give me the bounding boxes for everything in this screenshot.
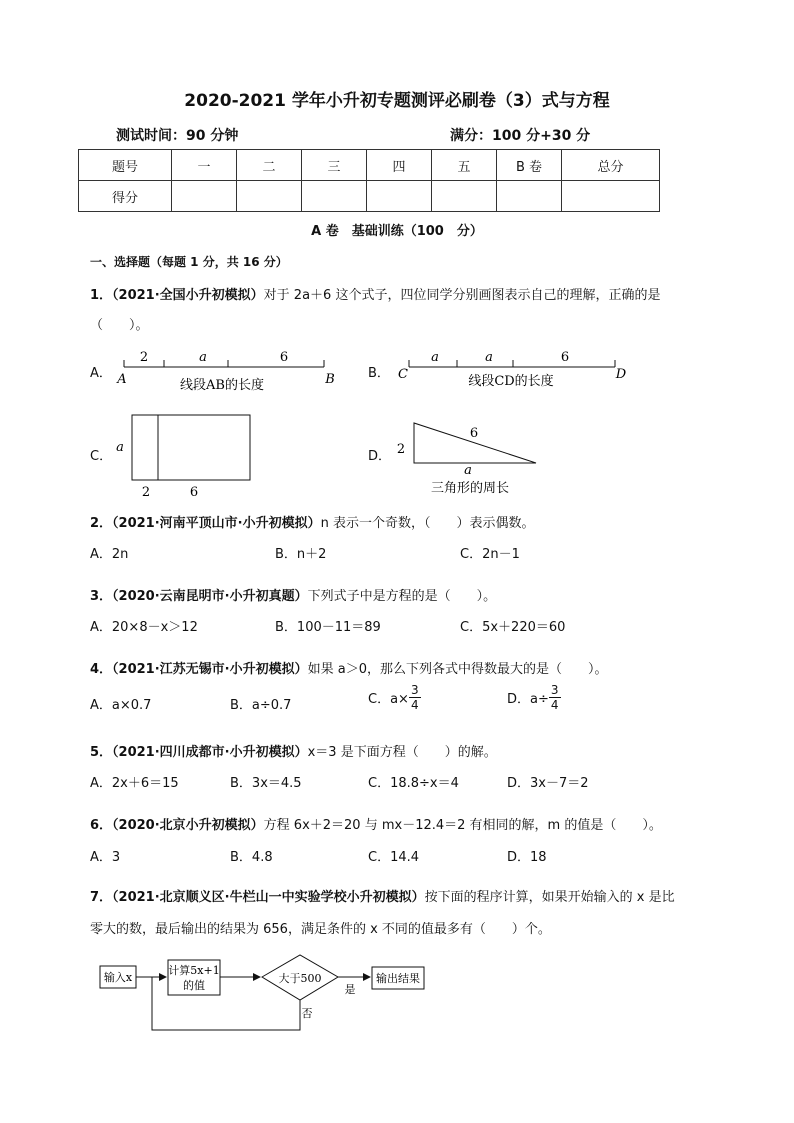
segment-label: 6: [279, 350, 289, 365]
score-table-score-row: [79, 181, 660, 212]
fraction-denominator: 4: [410, 698, 419, 712]
option-d[interactable]: [507, 683, 561, 712]
question-number: 5．: [90, 745, 113, 760]
side-label: 6: [469, 426, 479, 441]
option-d[interactable]: D．3x－7＝2: [507, 776, 589, 791]
option-b[interactable]: B．4.8: [230, 850, 273, 865]
option-c[interactable]: C．5x＋220＝60: [460, 620, 566, 635]
endpoint-label: B: [325, 372, 335, 387]
program-flowchart: [98, 950, 438, 1040]
option-text: C．a×: [368, 692, 409, 707]
question-number: 2．: [90, 516, 113, 531]
table-cell: 题号: [79, 150, 172, 181]
table-cell: 五: [432, 150, 497, 181]
option-c[interactable]: [368, 683, 421, 712]
option-a[interactable]: A．a×0.7: [90, 698, 152, 713]
test-time: 测试时间：90 分钟: [116, 128, 239, 144]
score-cell[interactable]: [367, 181, 432, 212]
width-label: 6: [189, 485, 199, 500]
question-number: 3．: [90, 589, 113, 604]
question-6: [90, 814, 662, 833]
yes-label: 是: [344, 983, 356, 996]
question-source: （2020·云南昆明市·小升初真题）: [112, 589, 308, 604]
question-2: [90, 512, 534, 531]
side-label: a: [116, 440, 124, 455]
triangle-diagram: [390, 415, 550, 497]
option-b[interactable]: B．3x＝4.5: [230, 776, 302, 791]
option-b[interactable]: B．n＋2: [275, 547, 327, 562]
question-7-line-2: 零大的数，最后输出的结果为 656，满足条件的 x 不同的值最多有（ ）个。: [90, 922, 551, 937]
side-label: a: [464, 463, 472, 478]
question-text: 对于 2a＋6 这个式子，四位同学分别画图表示自己的理解，正确的是: [263, 288, 661, 303]
table-cell: 四: [367, 150, 432, 181]
calc-label: 计算5x+1: [168, 964, 220, 977]
question-source: （2021·江苏无锡市·小升初模拟）: [112, 662, 308, 677]
question-source: （2021·北京顺义区·牛栏山一中实验学校小升初模拟）: [112, 890, 425, 905]
question-text: 下列式子中是方程的是（ ）。: [307, 589, 497, 604]
option-d[interactable]: D．18: [507, 850, 547, 865]
question-1: [90, 284, 660, 303]
answer-paren: （ ）。: [90, 318, 149, 333]
question-text: 如果 a＞0，那么下列各式中得数最大的是（ ）。: [307, 662, 608, 677]
table-cell: 一: [172, 150, 237, 181]
rectangle-diagram: [110, 410, 260, 502]
option-c-letter[interactable]: C．: [90, 449, 113, 464]
score-cell[interactable]: [172, 181, 237, 212]
option-c[interactable]: C．14.4: [368, 850, 420, 865]
full-score: 满分：100 分+30 分: [450, 128, 591, 144]
section-a-heading: A 卷 基础训练（100 分）: [311, 224, 483, 239]
question-number: 6．: [90, 818, 113, 833]
option-text: D．a÷: [507, 692, 549, 707]
question-number: 7．: [90, 890, 113, 905]
question-source: （2021·全国小升初模拟）: [112, 288, 264, 303]
question-5: [90, 741, 497, 760]
option-c[interactable]: C．18.8÷x＝4: [368, 776, 459, 791]
option-d-letter[interactable]: D．: [368, 449, 392, 464]
fraction-denominator: 4: [550, 698, 559, 712]
question-number: 1．: [90, 288, 113, 303]
rectangle-shape: [132, 415, 250, 480]
endpoint-label: D: [615, 367, 627, 382]
output-label: 输出结果: [376, 972, 420, 985]
table-cell: 三: [302, 150, 367, 181]
fraction-numerator: 3: [550, 683, 559, 697]
option-b[interactable]: B．100－11＝89: [275, 620, 381, 635]
fraction: [409, 683, 421, 712]
score-cell[interactable]: [497, 181, 562, 212]
question-number: 4．: [90, 662, 113, 677]
option-a[interactable]: A．3: [90, 850, 121, 865]
segment-label: a: [199, 350, 207, 365]
segment-label: a: [485, 350, 493, 365]
question-7: [90, 886, 702, 905]
question-source: （2021·河南平顶山市·小升初模拟）: [112, 516, 321, 531]
question-3: [90, 585, 496, 604]
question-text: n 表示一个奇数，（ ）表示偶数。: [320, 516, 535, 531]
option-b-letter[interactable]: B．: [368, 366, 390, 381]
diagram-caption: 线段AB的长度: [180, 378, 264, 393]
score-cell[interactable]: [562, 181, 660, 212]
option-a[interactable]: A．2x＋6＝15: [90, 776, 179, 791]
question-source: （2020·北京小升初模拟）: [112, 818, 264, 833]
table-cell: 总分: [562, 150, 660, 181]
fraction: [549, 683, 561, 712]
endpoint-label: A: [117, 372, 127, 387]
segment-label: 2: [139, 350, 149, 365]
diagram-caption: 线段CD的长度: [468, 374, 554, 389]
table-cell: 二: [237, 150, 302, 181]
option-c[interactable]: C．2n－1: [460, 547, 520, 562]
question-text: 按下面的程序计算，如果开始输入的 x 是比: [424, 890, 675, 905]
question-4: [90, 658, 607, 677]
score-table-header-row: [79, 150, 660, 181]
question-text: x＝3 是下面方程（ ）的解。: [307, 745, 497, 760]
table-cell: B 卷: [497, 150, 562, 181]
fraction-numerator: 3: [410, 683, 419, 697]
calc-label: 的值: [183, 979, 205, 992]
option-a[interactable]: A．20×8－x＞12: [90, 620, 198, 635]
segment-label: 6: [560, 350, 570, 365]
option-b[interactable]: B．a÷0.7: [230, 698, 292, 713]
diagram-caption: 三角形的周长: [430, 481, 510, 496]
width-label: 2: [141, 485, 151, 500]
endpoint-label: C: [398, 367, 408, 382]
no-label: 否: [301, 1007, 313, 1020]
side-label: 2: [396, 442, 406, 457]
score-cell[interactable]: [432, 181, 497, 212]
decision-label: 大于500: [278, 972, 322, 985]
segment-label: a: [431, 350, 439, 365]
table-cell: 得分: [79, 181, 172, 212]
score-cell[interactable]: [237, 181, 302, 212]
option-a-letter[interactable]: A．: [90, 366, 112, 381]
question-source: （2021·四川成都市·小升初模拟）: [112, 745, 308, 760]
input-label: 输入x: [103, 971, 133, 984]
option-a[interactable]: A．2n: [90, 547, 129, 562]
page-title: 2020-2021 学年小升初专题测评必刷卷（3）式与方程: [184, 91, 610, 111]
question-text: 方程 6x＋2＝20 与 mx－12.4＝2 有相同的解，m 的值是（ ）。: [263, 818, 662, 833]
section-1-heading: 一、选择题（每题 1 分，共 16 分）: [90, 255, 288, 269]
score-table: [78, 149, 660, 212]
segment-cd-diagram: [395, 345, 635, 395]
segment-ab-diagram: [110, 345, 350, 395]
score-cell[interactable]: [302, 181, 367, 212]
